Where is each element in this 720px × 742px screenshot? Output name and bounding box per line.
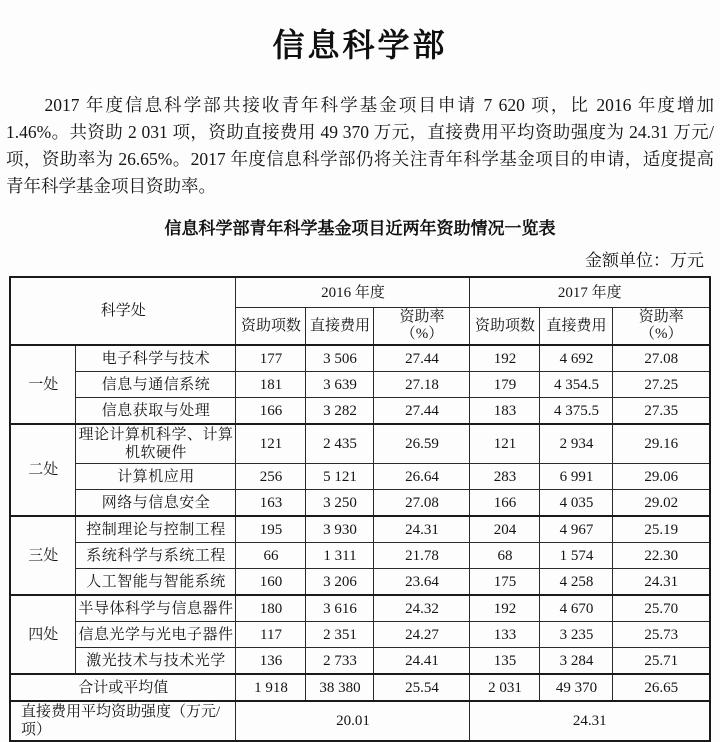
value-cell: 192 — [470, 595, 540, 622]
value-cell: 2 031 — [470, 674, 540, 701]
value-cell: 66 — [236, 543, 306, 569]
field-cell: 信息与通信系统 — [76, 372, 236, 398]
field-cell: 激光技术与技术光学 — [76, 648, 236, 675]
field-cell: 信息光学与光电子器件 — [76, 622, 236, 648]
value-cell: 24.31 — [374, 516, 470, 543]
value-cell: 3 206 — [306, 569, 374, 596]
intensity-label: 直接费用平均资助强度（万元/项） — [10, 701, 236, 741]
value-cell: 1 311 — [306, 543, 374, 569]
value-cell: 121 — [236, 424, 306, 464]
value-cell: 24.27 — [374, 622, 470, 648]
header-items-2016: 资助项数 — [236, 308, 306, 346]
value-cell: 25.73 — [613, 622, 710, 648]
division-cell: 二处 — [10, 424, 76, 516]
table-row — [10, 490, 710, 517]
table-row — [10, 595, 710, 622]
header-items-2017: 资助项数 — [470, 308, 540, 346]
value-cell: 195 — [236, 516, 306, 543]
value-cell: 3 639 — [306, 372, 374, 398]
value-cell: 4 967 — [540, 516, 613, 543]
header-fund-2017: 直接费用 — [540, 308, 613, 346]
value-cell: 1 918 — [236, 674, 306, 701]
header-year-2016: 2016 年度 — [236, 277, 470, 308]
value-cell: 256 — [236, 464, 306, 490]
division-cell: 三处 — [10, 516, 76, 595]
value-cell: 3 616 — [306, 595, 374, 622]
value-cell: 27.18 — [374, 372, 470, 398]
value-cell: 175 — [470, 569, 540, 596]
value-cell: 166 — [236, 398, 306, 425]
header-fund-2016: 直接费用 — [306, 308, 374, 346]
value-cell: 4 692 — [540, 345, 613, 372]
value-cell: 27.44 — [374, 345, 470, 372]
value-cell: 121 — [470, 424, 540, 464]
value-cell: 2 351 — [306, 622, 374, 648]
value-cell: 23.64 — [374, 569, 470, 596]
value-cell: 25.54 — [374, 674, 470, 701]
field-cell: 理论计算机科学、计算机软硬件 — [76, 424, 236, 464]
value-cell: 4 375.5 — [540, 398, 613, 425]
unit-note: 金额单位：万元 — [585, 251, 704, 270]
value-cell: 3 282 — [306, 398, 374, 425]
intensity-row — [10, 701, 710, 741]
funding-table — [9, 276, 711, 742]
value-cell: 2 934 — [540, 424, 613, 464]
value-cell: 2 435 — [306, 424, 374, 464]
field-cell: 半导体科学与信息器件 — [76, 595, 236, 622]
table-caption: 信息科学部青年科学基金项目近两年资助情况一览表 — [164, 219, 556, 239]
value-cell: 181 — [236, 372, 306, 398]
value-cell: 24.41 — [374, 648, 470, 675]
field-cell: 电子科学与技术 — [76, 345, 236, 372]
value-cell: 21.78 — [374, 543, 470, 569]
value-cell: 3 250 — [306, 490, 374, 517]
value-cell: 3 930 — [306, 516, 374, 543]
header-rate-2016 — [374, 308, 470, 346]
value-cell: 160 — [236, 569, 306, 596]
value-cell: 26.59 — [374, 424, 470, 464]
value-cell: 38 380 — [306, 674, 374, 701]
value-cell: 4 670 — [540, 595, 613, 622]
table-header-row-years — [10, 277, 710, 308]
table-row — [10, 648, 710, 675]
value-cell: 179 — [470, 372, 540, 398]
value-cell: 29.02 — [613, 490, 710, 517]
value-cell: 4 035 — [540, 490, 613, 517]
value-cell: 29.16 — [613, 424, 710, 464]
value-cell: 6 991 — [540, 464, 613, 490]
field-cell: 信息获取与处理 — [76, 398, 236, 425]
header-rate-2017 — [613, 308, 710, 346]
table-row — [10, 569, 710, 596]
intro-paragraph: 2017 年度信息科学部共接收青年科学基金项目申请 7 620 项，比 2016 年度增加 1.46%。共资助 2 031 项，资助直接费用 49 370 万元，直接费用平均资助强度为 24.31 万元/项，资助率为 26.65%。2017 年度信息科学部仍将关注青年科学基金项目的申请，适度提高青年科学基金项目资助率。 — [6, 95, 714, 196]
value-cell: 27.08 — [374, 490, 470, 517]
table-row — [10, 543, 710, 569]
header-year-2017: 2017 年度 — [470, 277, 710, 308]
value-cell: 163 — [236, 490, 306, 517]
value-cell: 136 — [236, 648, 306, 675]
value-cell: 283 — [470, 464, 540, 490]
division-cell: 一处 — [10, 345, 76, 424]
table-row — [10, 372, 710, 398]
value-cell: 166 — [470, 490, 540, 517]
value-cell: 1 574 — [540, 543, 613, 569]
value-cell: 27.08 — [613, 345, 710, 372]
value-cell: 204 — [470, 516, 540, 543]
value-cell: 5 121 — [306, 464, 374, 490]
page-title: 信息科学部 — [272, 26, 448, 64]
field-cell: 控制理论与控制工程 — [76, 516, 236, 543]
table-row — [10, 516, 710, 543]
table-row — [10, 464, 710, 490]
value-cell: 25.19 — [613, 516, 710, 543]
value-cell: 68 — [470, 543, 540, 569]
value-cell: 24.32 — [374, 595, 470, 622]
value-cell: 133 — [470, 622, 540, 648]
value-cell: 4 258 — [540, 569, 613, 596]
field-cell: 网络与信息安全 — [76, 490, 236, 517]
value-cell: 26.64 — [374, 464, 470, 490]
value-cell: 3 506 — [306, 345, 374, 372]
header-rate-unit: （%） — [400, 326, 444, 342]
value-cell: 22.30 — [613, 543, 710, 569]
value-cell: 29.06 — [613, 464, 710, 490]
header-rate-label: 资助率 — [638, 309, 684, 325]
intensity-2017: 24.31 — [470, 701, 710, 741]
header-dept: 科学处 — [10, 277, 236, 345]
field-cell: 系统科学与系统工程 — [76, 543, 236, 569]
value-cell: 183 — [470, 398, 540, 425]
value-cell: 26.65 — [613, 674, 710, 701]
table-row — [10, 622, 710, 648]
value-cell: 3 235 — [540, 622, 613, 648]
field-cell: 计算机应用 — [76, 464, 236, 490]
summary-label: 合计或平均值 — [10, 674, 236, 701]
header-rate-unit: （%） — [640, 326, 683, 342]
header-rate-label: 资助率 — [399, 309, 445, 325]
summary-row — [10, 674, 710, 701]
field-cell: 人工智能与智能系统 — [76, 569, 236, 596]
value-cell: 117 — [236, 622, 306, 648]
value-cell: 27.25 — [613, 372, 710, 398]
value-cell: 24.31 — [613, 569, 710, 596]
value-cell: 192 — [470, 345, 540, 372]
division-cell: 四处 — [10, 595, 76, 674]
value-cell: 180 — [236, 595, 306, 622]
intensity-2016: 20.01 — [236, 701, 470, 741]
value-cell: 27.35 — [613, 398, 710, 425]
table-row — [10, 424, 710, 464]
value-cell: 49 370 — [540, 674, 613, 701]
value-cell: 2 733 — [306, 648, 374, 675]
table-row — [10, 345, 710, 372]
value-cell: 25.71 — [613, 648, 710, 675]
value-cell: 4 354.5 — [540, 372, 613, 398]
table-row — [10, 398, 710, 425]
value-cell: 27.44 — [374, 398, 470, 425]
value-cell: 25.70 — [613, 595, 710, 622]
value-cell: 177 — [236, 345, 306, 372]
value-cell: 135 — [470, 648, 540, 675]
value-cell: 3 284 — [540, 648, 613, 675]
